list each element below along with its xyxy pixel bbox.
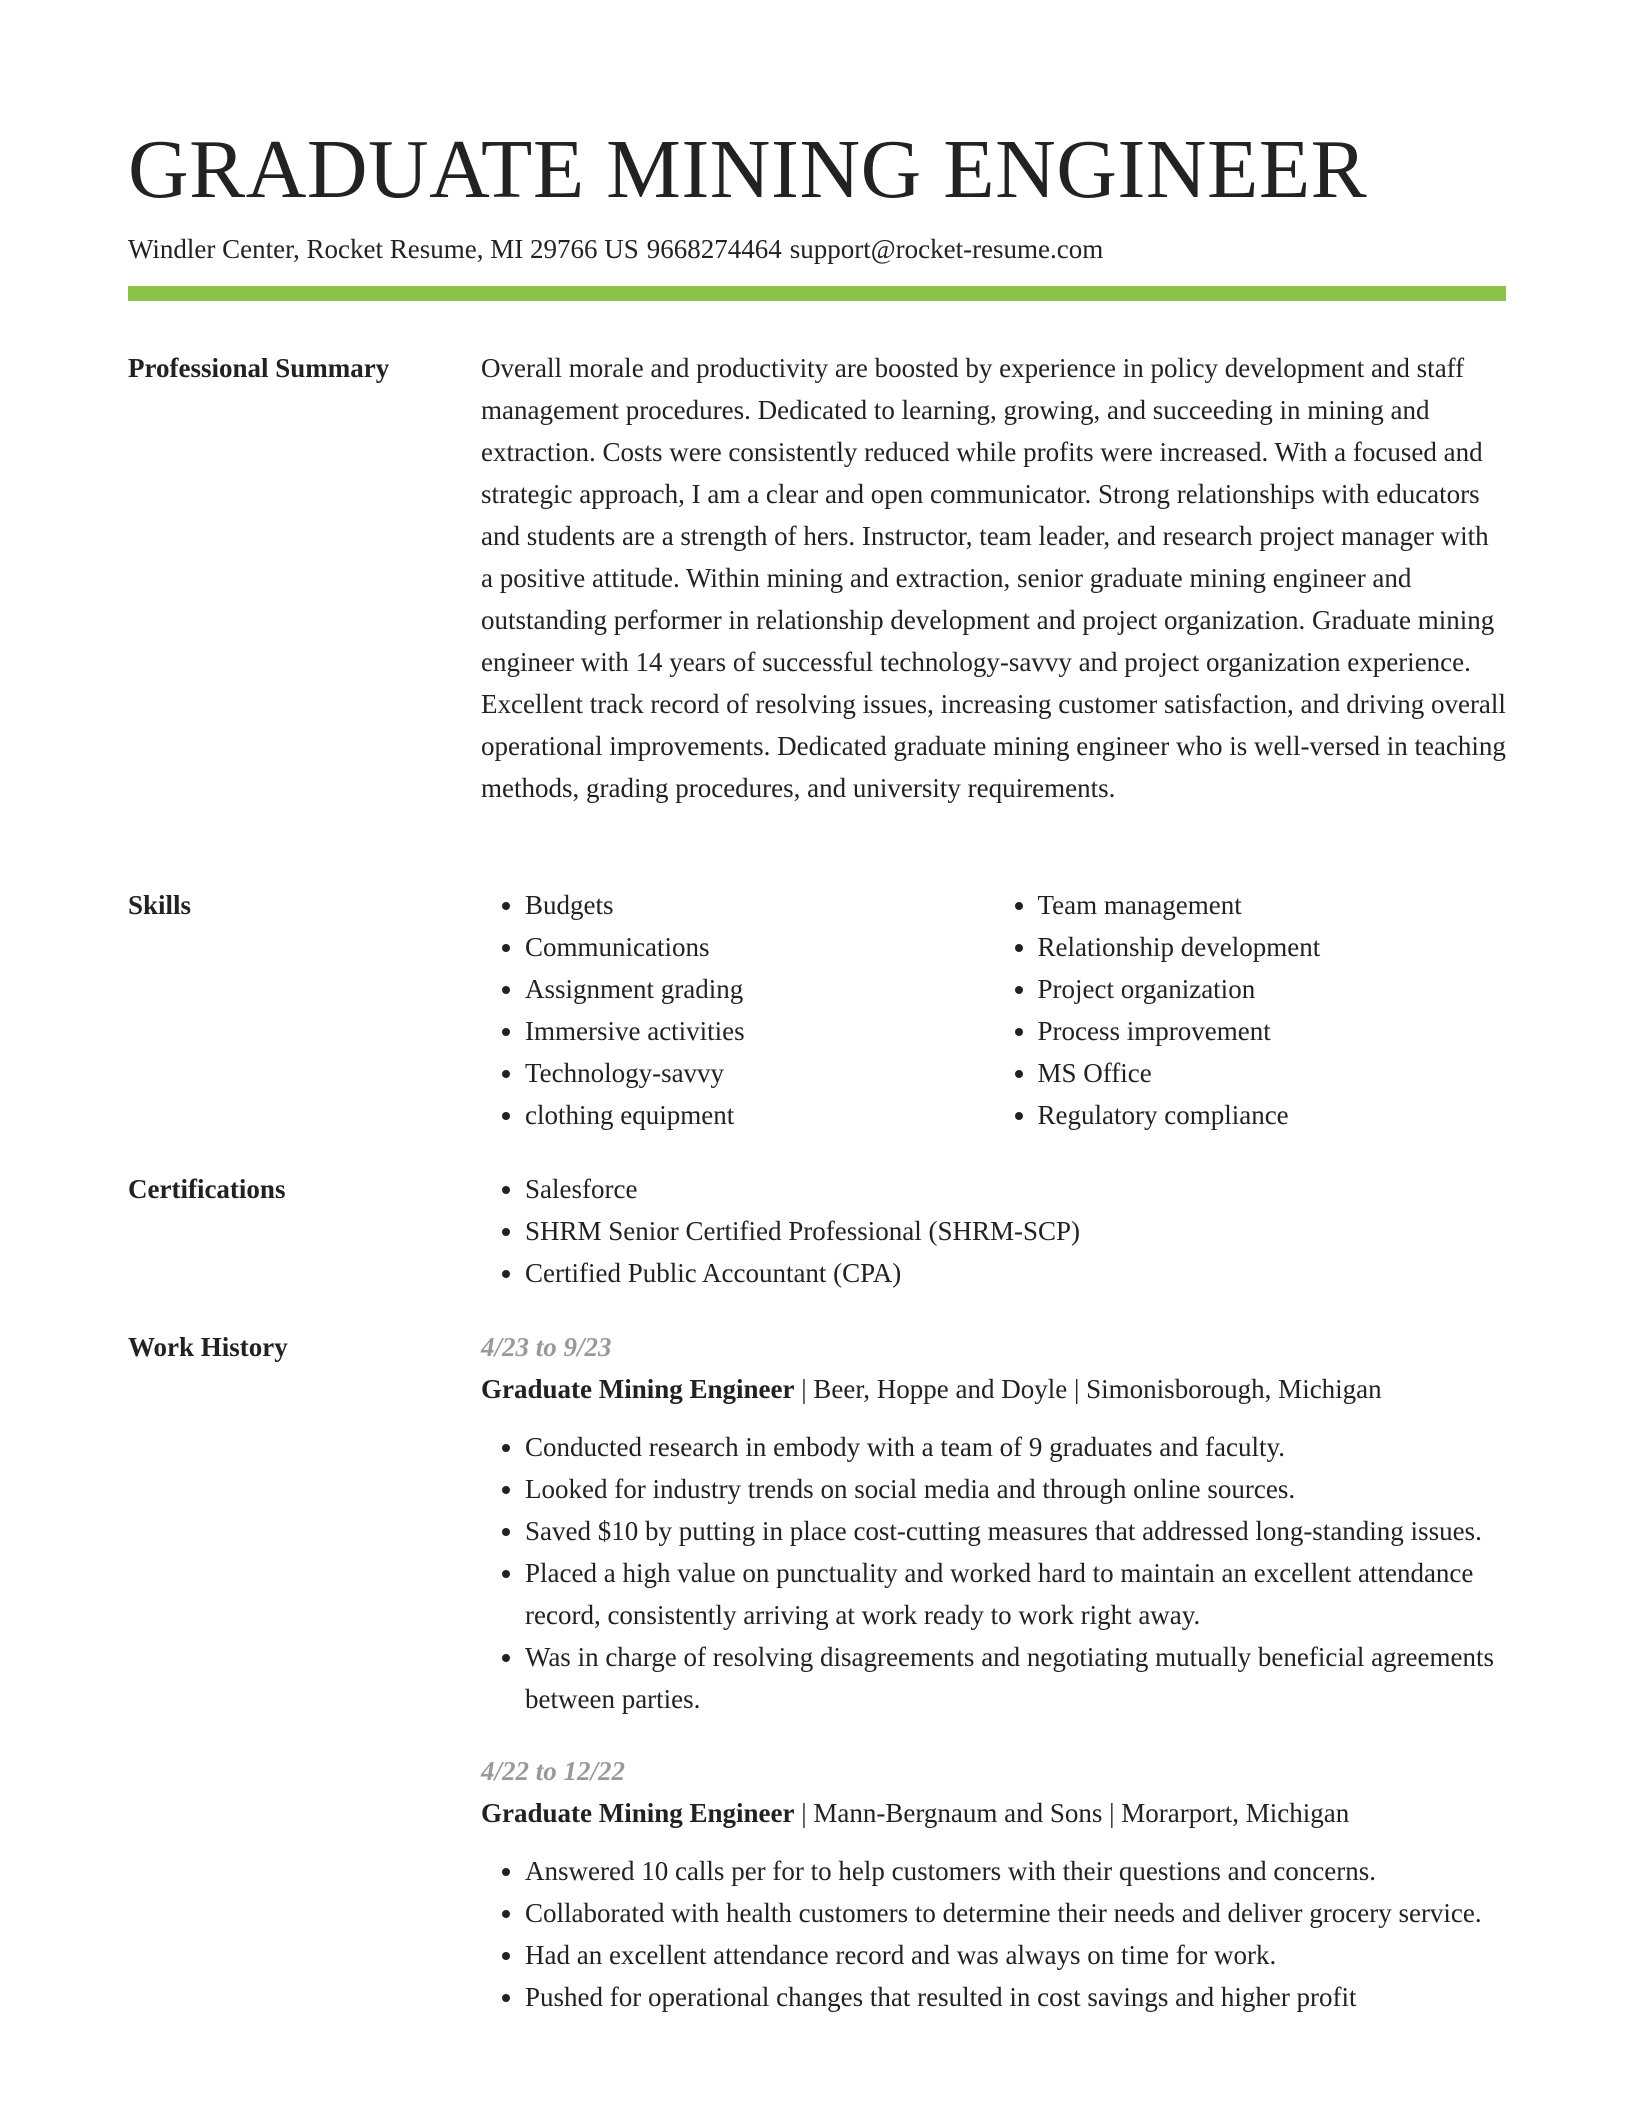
- certifications-heading: Certifications: [128, 1174, 286, 1204]
- certifications-body: [481, 1168, 1506, 1294]
- certification-item: • SHRM Senior Certified Professional (SHRM-SCP): [525, 1210, 1506, 1252]
- skill-item: • Assignment grading: [525, 968, 994, 1010]
- skill-item: • Project organization: [1038, 968, 1507, 1010]
- header-divider: [128, 286, 1506, 301]
- skill-item: • Communications: [525, 926, 994, 968]
- skill-item: • Regulatory compliance: [1038, 1094, 1507, 1136]
- contact-address: Windler Center, Rocket Resume, MI 29766 US: [128, 234, 639, 264]
- job-dates: 4/22 to 12/22: [481, 1756, 626, 1786]
- job-duty: • Collaborated with health customers to determine their needs and deliver grocery service.: [525, 1892, 1506, 1934]
- certifications-list: [481, 1168, 1506, 1294]
- contact-line: [128, 231, 1103, 267]
- skills-body: [481, 884, 1506, 1136]
- job-duties: [481, 1426, 1506, 1720]
- work-history-heading: Work History: [128, 1332, 288, 1362]
- skill-item: • Immersive activities: [525, 1010, 994, 1052]
- job-duty: • Conducted research in embody with a team of 9 graduates and faculty.: [525, 1426, 1506, 1468]
- job-duty: • Pushed for operational changes that resulted in cost savings and higher profit: [525, 1976, 1506, 2018]
- job-duty: • Had an excellent attendance record and was always on time for work.: [525, 1934, 1506, 1976]
- job-entry: [481, 1750, 1506, 2018]
- job-duty: • Looked for industry trends on social media and through online sources.: [525, 1468, 1506, 1510]
- skill-item: • Technology-savvy: [525, 1052, 994, 1094]
- contact-email: support@rocket-resume.com: [789, 234, 1104, 264]
- skill-item: • clothing equipment: [525, 1094, 994, 1136]
- candidate-name: GRADUATE MINING ENGINEER: [128, 123, 1368, 216]
- job-company-location: | Mann-Bergnaum and Sons | Morarport, Michigan: [794, 1798, 1350, 1828]
- certification-item: • Salesforce: [525, 1168, 1506, 1210]
- job-company-location: | Beer, Hoppe and Doyle | Simonisborough, Michigan: [794, 1374, 1382, 1404]
- summary-text: Overall morale and productivity are boosted by experience in policy development and staff management procedures. Dedicated to learning, growing, and succeeding in mining and extraction. Costs were consistently reduced while profits were increased. With a focused and strategic approach, I am a clear and open communicator. Strong relationships with educators and students are a strength of hers. Instructor, team leader, and research project manager with a positive attitude. Within mining and extraction, senior graduate mining engineer and outstanding performer in relationship development and project organization. Graduate mining engineer with 14 years of successful technology-savvy and project organization experience. Excellent track record of resolving issues, increasing customer satisfaction, and driving overall operational improvements. Dedicated graduate mining engineer who is well-versed in teaching methods, grading procedures, and university requirements.: [481, 353, 1506, 803]
- job-duties: [481, 1850, 1506, 2018]
- skill-item: • Process improvement: [1038, 1010, 1507, 1052]
- job-entry: [481, 1326, 1506, 1720]
- job-title: Graduate Mining Engineer: [481, 1798, 795, 1828]
- skills-list-right: [994, 884, 1507, 1136]
- summary-heading: Professional Summary: [128, 353, 390, 383]
- contact-phone: 9668274464: [646, 234, 782, 264]
- job-dates: 4/23 to 9/23: [481, 1332, 612, 1362]
- skill-item: • Team management: [1038, 884, 1507, 926]
- job-duty: • Answered 10 calls per for to help customers with their questions and concerns.: [525, 1850, 1506, 1892]
- skills-list-left: [481, 884, 994, 1136]
- job-header: [481, 1792, 1506, 1834]
- skill-item: • MS Office: [1038, 1052, 1507, 1094]
- job-duty: • Saved $10 by putting in place cost-cutting measures that addressed long-standing issues.: [525, 1510, 1506, 1552]
- job-header: [481, 1368, 1506, 1410]
- skill-item: • Budgets: [525, 884, 994, 926]
- skill-item: • Relationship development: [1038, 926, 1507, 968]
- summary-body: [481, 347, 1506, 809]
- certification-item: • Certified Public Accountant (CPA): [525, 1252, 1506, 1294]
- job-duty: • Placed a high value on punctuality and worked hard to maintain an excellent attendance record, consistently arriving at work ready to work right away.: [525, 1552, 1506, 1636]
- skills-heading: Skills: [128, 890, 192, 920]
- job-title: Graduate Mining Engineer: [481, 1374, 795, 1404]
- work-history-body: [481, 1326, 1506, 2048]
- job-duty: • Was in charge of resolving disagreements and negotiating mutually beneficial agreements between parties.: [525, 1636, 1506, 1720]
